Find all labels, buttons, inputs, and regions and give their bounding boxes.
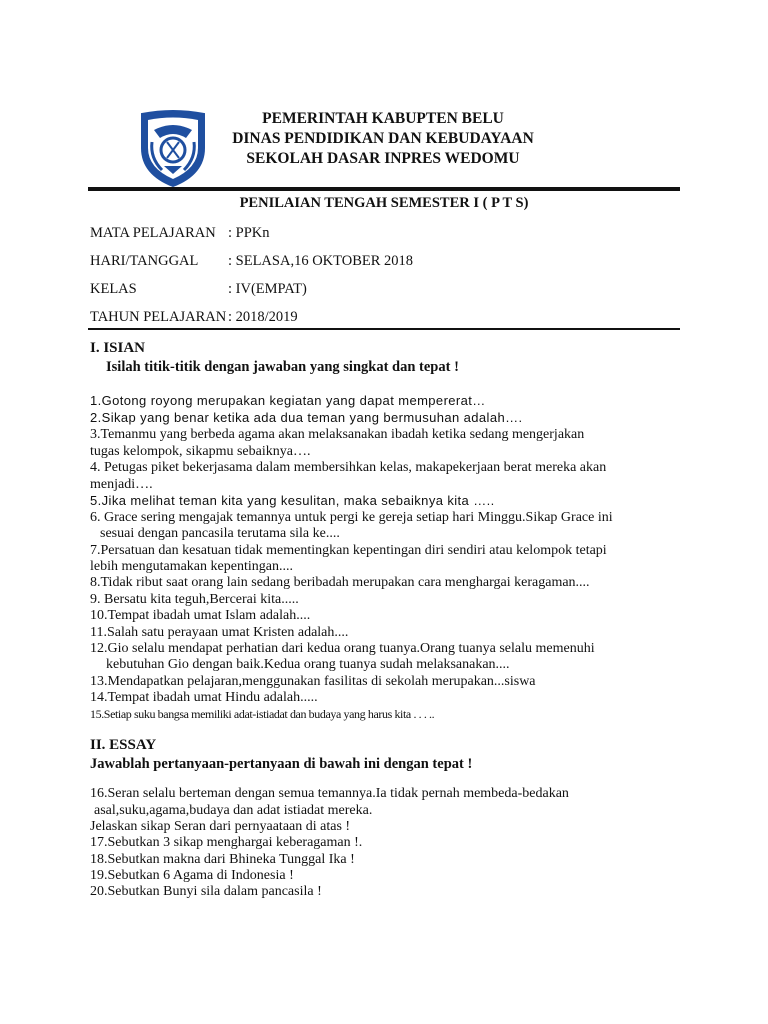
question-item: Jelaskan sikap Seran dari pernyaataan di atas ! bbox=[90, 819, 351, 834]
question-item: sesuai dengan pancasila terutama sila ke.... bbox=[100, 526, 340, 541]
question-item: 8.Tidak ribut saat orang lain sedang beribadah merupakan cara menghargai keragaman.... bbox=[90, 575, 590, 590]
info-label: MATA PELAJARAN bbox=[90, 225, 216, 241]
question-item: kebutuhan Gio dengan baik.Kedua orang tuanya sudah melaksanakan.... bbox=[106, 657, 510, 672]
question-item: 15.Setiap suku bangsa memiliki adat-istiadat dan budaya yang harus kita . . . .. bbox=[90, 707, 435, 721]
info-row-date bbox=[90, 253, 413, 270]
question-item: 9. Bersatu kita teguh,Bercerai kita..... bbox=[90, 592, 299, 607]
info-row-year bbox=[90, 309, 298, 326]
info-value: : 2018/2019 bbox=[228, 309, 298, 325]
info-divider bbox=[88, 328, 680, 330]
question-item: 14.Tempat ibadah umat Hindu adalah..... bbox=[90, 690, 318, 705]
question-item: menjadi…. bbox=[90, 477, 153, 492]
info-label: HARI/TANGGAL bbox=[90, 253, 199, 269]
question-item: lebih mengutamakan kepentingan.... bbox=[90, 559, 293, 574]
question-item: 13.Mendapatkan pelajaran,menggunakan fasilitas di sekolah merupakan...siswa bbox=[90, 674, 536, 689]
question-item: 1.Gotong royong merupakan kegiatan yang dapat mempererat… bbox=[90, 393, 486, 408]
section-instruction: Isilah titik-titik dengan jawaban yang singkat dan tepat ! bbox=[106, 359, 459, 375]
header-department: DINAS PENDIDIKAN DAN KEBUDAYAAN bbox=[232, 130, 534, 147]
question-item: 2.Sikap yang benar ketika ada dua teman yang bermusuhan adalah…. bbox=[90, 410, 523, 425]
section-title: II. ESSAY bbox=[90, 737, 157, 753]
section-instruction: Jawablah pertanyaan-pertanyaan di bawah ini dengan tepat ! bbox=[90, 756, 473, 772]
info-value: : PPKn bbox=[228, 225, 270, 241]
question-item: 10.Tempat ibadah umat Islam adalah.... bbox=[90, 608, 311, 623]
question-item: 6. Grace sering mengajak temannya untuk pergi ke gereja setiap hari Minggu.Sikap Grace ini bbox=[90, 510, 613, 525]
question-item: 4. Petugas piket bekerjasama dalam membersihkan kelas, makapekerjaan berat mereka akan bbox=[90, 460, 607, 475]
question-item: 16.Seran selalu berteman dengan semua temannya.Ia tidak pernah membeda-bedakan bbox=[90, 786, 569, 801]
info-label: KELAS bbox=[90, 281, 137, 297]
question-item: 18.Sebutkan makna dari Bhineka Tunggal Ika ! bbox=[90, 852, 355, 867]
info-row-class bbox=[90, 281, 307, 298]
header-government: PEMERINTAH KABUPTEN BELU bbox=[262, 110, 504, 127]
question-item: 3.Temanmu yang berbeda agama akan melaksanakan ibadah ketika sedang mengerjakan bbox=[90, 427, 585, 442]
section-title: I. ISIAN bbox=[90, 340, 146, 356]
question-item: asal,suku,agama,budaya dan adat istiadat mereka. bbox=[94, 803, 373, 818]
header-school: SEKOLAH DASAR INPRES WEDOMU bbox=[246, 150, 520, 167]
exam-title: PENILAIAN TENGAH SEMESTER I ( P T S) bbox=[239, 195, 529, 211]
question-item: 11.Salah satu perayaan umat Kristen adalah.... bbox=[90, 625, 349, 640]
question-item: 7.Persatuan dan kesatuan tidak mementingkan kepentingan diri sendiri atau kelompok tetapi bbox=[90, 543, 607, 558]
question-item: 17.Sebutkan 3 sikap menghargai keberagaman !. bbox=[90, 835, 363, 850]
question-item: 20.Sebutkan Bunyi sila dalam pancasila ! bbox=[90, 884, 322, 899]
question-item: 12.Gio selalu mendapat perhatian dari kedua orang tuanya.Orang tuanya selalu memenuhi bbox=[90, 641, 595, 656]
info-value: : SELASA,16 OKTOBER 2018 bbox=[228, 253, 414, 269]
header-divider bbox=[88, 187, 680, 191]
info-row-subject bbox=[90, 225, 270, 242]
info-value: : IV(EMPAT) bbox=[228, 281, 307, 297]
info-label: TAHUN PELAJARAN bbox=[90, 309, 227, 325]
question-item: 19.Sebutkan 6 Agama di Indonesia ! bbox=[90, 868, 294, 883]
question-item: 5.Jika melihat teman kita yang kesulitan, maka sebaiknya kita ….. bbox=[90, 493, 495, 508]
question-item: tugas kelompok, sikapmu sebaiknya…. bbox=[90, 444, 311, 459]
